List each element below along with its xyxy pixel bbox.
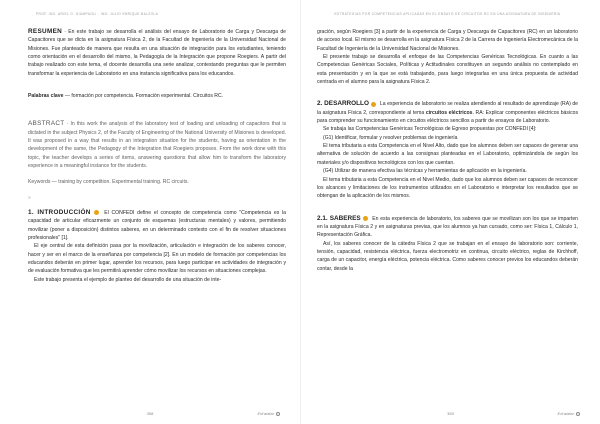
- desarrollo-paragraph-5: (G4) Utilizar de manera efectiva las técnicas y herramientas de aplicación en la ingeniería.: [323, 168, 527, 175]
- journal-icon: [576, 412, 580, 416]
- desarrollo-paragraph-1: 2. DESARROLLO La experiencia de laboratorio se realiza atendiendo al resultado de aprendizaje (RA) de la asignatura Física 2, correspondiente al tema circuitos eléctricos. RA: Explicar componentes eléctricos básicos para comprender su funcionamiento en circuitos eléctricos sencillos a partir de ensayos de Laboratorio.: [317, 100, 578, 125]
- journal-icon: [276, 412, 280, 416]
- keywords-en-text: — training by competition. Experimental training. RC circuits.: [51, 179, 189, 186]
- intro-paragraph-1: [28, 209, 286, 242]
- saberes-paragraph-2: Así, los saberes conocer de la cátedra Física 2 que se trabajan en el ensayo de laboratorio son: corriente, tensión, capacidad, resistencia eléctrica, fuerza electromotriz en continua, circuito eléctrico, reglas de Kirchhoff, carga de un capacitor, energía eléctrica, potencia eléctrica. Como saberes conocer previos los educandos deberán contar, desde la: [317, 240, 578, 272]
- abstract-heading: ABSTRACT: [28, 120, 65, 128]
- page-number: 358: [146, 411, 154, 416]
- saberes-paragraph-1: [317, 215, 578, 240]
- right-page: [300, 0, 600, 424]
- desarrollo-text-a: La experiencia de laboratorio se realiza atendiendo al resultado de aprendizaje (RA) de la asignatura Física 2, correspondiente al tema: [317, 101, 578, 116]
- orcid-icon[interactable]: [363, 216, 368, 221]
- intro-heading: 1. INTRODUCCIÓN: [28, 208, 91, 216]
- continuation-paragraph-2: El presente trabajo se desarrolla el enfoque de las Competencias Genéricas Tecnológicas. En cuanto a las Competencias Genéricas Sociales, Políticas y Actitudinales constituyen un segundo análisis no contemplado en esta presentación y en la que se está trabajando, para luego integrarlas en una única propuesta de actividad centrada en el alumno para la asignatura Física 2.: [317, 54, 578, 86]
- resumen-paragraph: RESUMEN · En este trabajo se desarrolla el análisis del ensayo de Laboratorio de Carga y Descarga de Capacitores que se dicta en la asignatura Física 2, de la Facultad de Ingeniería de la Universidad Nacional de Misiones. Fue planteado de manera que resulta en una situación de integración para los estudiantes, teniendo como orientación en el desarrollo del mismo, la Pedagogía de la Integración que propone Roegiers. A partir del trabajo realizado con este tema, el docente desarrolla una serie analizar, contestando preguntas que le permiten transformar la experiencia de Laboratorio en una instancia significativa para los educandos.: [28, 28, 286, 77]
- desarrollo-paragraph-4: El tema tributaria a esta Competencia en el Nivel Alto, dado que los alumnos deben ser capaces de generar una alternativa de solución de acuerdo a las consignas planteadas en el Laboratorio, optimizándola de según los materiales y/o dispositivos tecnológicos con los que cuentan.: [317, 143, 578, 166]
- keywords-en-label: Keywords: [28, 179, 51, 186]
- intro-paragraph-3: Este trabajo presenta el ejemplo de planteo del desarrollo de una situación de inte-: [34, 276, 222, 283]
- abstract-text: In this work the analysis of the laboratory test of loading and unloading of capacitors that is dictated in the subject Physics 2, of the Faculty of Engineering of the National University of Misiones is developed. It was proposed in a way that results in an integration situation for the students, having as orientation in the development of the same, the Pedagogy of the Integration that Roegiers proposes. From the work done with this topic, the teacher develops a series of items, answering questions that allow him to transform the laboratory experience in a meaningful instance for the students.: [28, 121, 286, 170]
- running-header: PROF. ING. ARIEL O. GIAMPAOLI - ING. JULIO ENRIQUE BALZOLA: [36, 12, 159, 16]
- resumen-heading: RESUMEN: [28, 28, 63, 35]
- journal-name: Ext'abitar: [257, 411, 280, 416]
- intro-text-1: El CONFEDI define el concepto de competencia como "Competencia es la capacidad de articular eficazmente un conjunto de esquemas (estructuras mentales) y valores, permitiendo movilizar (poner a disposición) distintos saberes, en un determinado contexto con el fin de resolver situaciones profesionales" [1].: [28, 209, 286, 241]
- section-marker: »: [28, 194, 31, 201]
- orcid-icon[interactable]: [371, 102, 376, 107]
- journal-name: Ext'abitar: [557, 411, 580, 416]
- keywords-text: — formación por competencia. Formación experimental. Circuitos RC.: [64, 93, 224, 100]
- intro-paragraph-2: El eje central de esta definición pasa por la movilización, articulación e integración de los saberes conocer, hacer y ser en el marco de la enseñanza por competencia [2]. En un modelo de formación por competencias los educandos deberán en primer lugar, aprender los recursos, para luego participar en actividades de integración y de evaluación formativa que les permitirá aprender cómo movilizar los recursos en situaciones complejas.: [28, 243, 286, 275]
- resumen-text: En este trabajo se desarrolla el análisis del ensayo de Laboratorio de Carga y Descarga de Capacitores que se dicta en la asignatura Física 2, de la Facultad de Ingeniería de la Universidad Nacional de Misiones. Fue planteado de manera que resulta en una situación de integración para los estudiantes, teniendo como orientación en el desarrollo del mismo, la Pedagogía de la Integración que propone Roegiers. A partir del trabajo realizado con este tema, el docente desarrolla una serie analizar, contestando preguntas que le permiten transformar la experiencia de Laboratorio en una instancia significativa para los educandos.: [28, 29, 286, 77]
- desarrollo-text-b: RA: Explicar componentes eléctricos básicos para comprender su funcionamiento en circuitos eléctricos sencillos a partir de ensayos de Laboratorio.: [317, 109, 578, 125]
- desarrollo-paragraph-6: El tema tributaria a esta Competencia en el Nivel Medio, dado que los alumnos deben ser capaces de reconocer los alcances y limitaciones de los instrumentos utilizados en el Laboratorio e interpretar los resultados que se obtengan de la aplicación de los mismos.: [317, 176, 578, 200]
- orcid-icon[interactable]: [94, 210, 99, 215]
- abstract-paragraph: ABSTRACT · In this work the analysis of the laboratory test of loading and unloading of capacitors that is dictated in the subject Physics 2, of the Faculty of Engineering of the National University of Misiones is developed. It was proposed in a way that results in an integration situation for the students, having as orientation in the development of the same, the Pedagogy of the Integration that Roegiers proposes. From the work done with this topic, the teacher develops a series of items, answering questions that allow him to transform the laboratory experience in a meaningful instance for the students.: [28, 120, 286, 170]
- running-header: ESTRATEGIAS POR COMPETENCIAS APLICADAS EN EL ENSAYO DE CIRCUITOS RC EN UNA ASIGNATURA DE INGENIERÍA: [334, 12, 561, 16]
- desarrollo-text-bold: circuitos eléctricos: [425, 109, 473, 116]
- keywords-label: Palabras clave: [28, 93, 64, 100]
- page-number: 359: [447, 411, 454, 416]
- desarrollo-heading: 2. DESARROLLO: [317, 100, 369, 108]
- keywords-paragraph: [28, 92, 286, 100]
- desarrollo-paragraph-2: Se trabaja las Competencias Genéricas Tecnológicas de Egreso propuestas por CONFEDI [4]:: [323, 126, 537, 133]
- desarrollo-paragraph-3: (G1) Identificar, formular y resolver problemas de ingeniería: [323, 134, 458, 141]
- saberes-text-1: En esta experiencia de laboratorio, los saberes que se movilizan son los que se imparten en la asignatura Física 2 y en asignaturas previas, que los alumnos ya han cursado, como ser: Física 1, Cálculo 1, Representación Gráfica.: [317, 215, 578, 239]
- saberes-heading: 2.1. SABERES: [317, 214, 361, 222]
- keywords-en-paragraph: [28, 178, 286, 186]
- continuation-paragraph-1: gración, según Roegiers [3] a partir de la experiencia de Carga y Descarga de Capacitores (RC) en un laboratorio de acceso local. El mismo se desarrolla en la asignatura Física 2 de la Carrera de Ingeniería Electromecánica de la Facultad de Ingeniería de la Universidad Nacional de Misiones.: [317, 29, 578, 52]
